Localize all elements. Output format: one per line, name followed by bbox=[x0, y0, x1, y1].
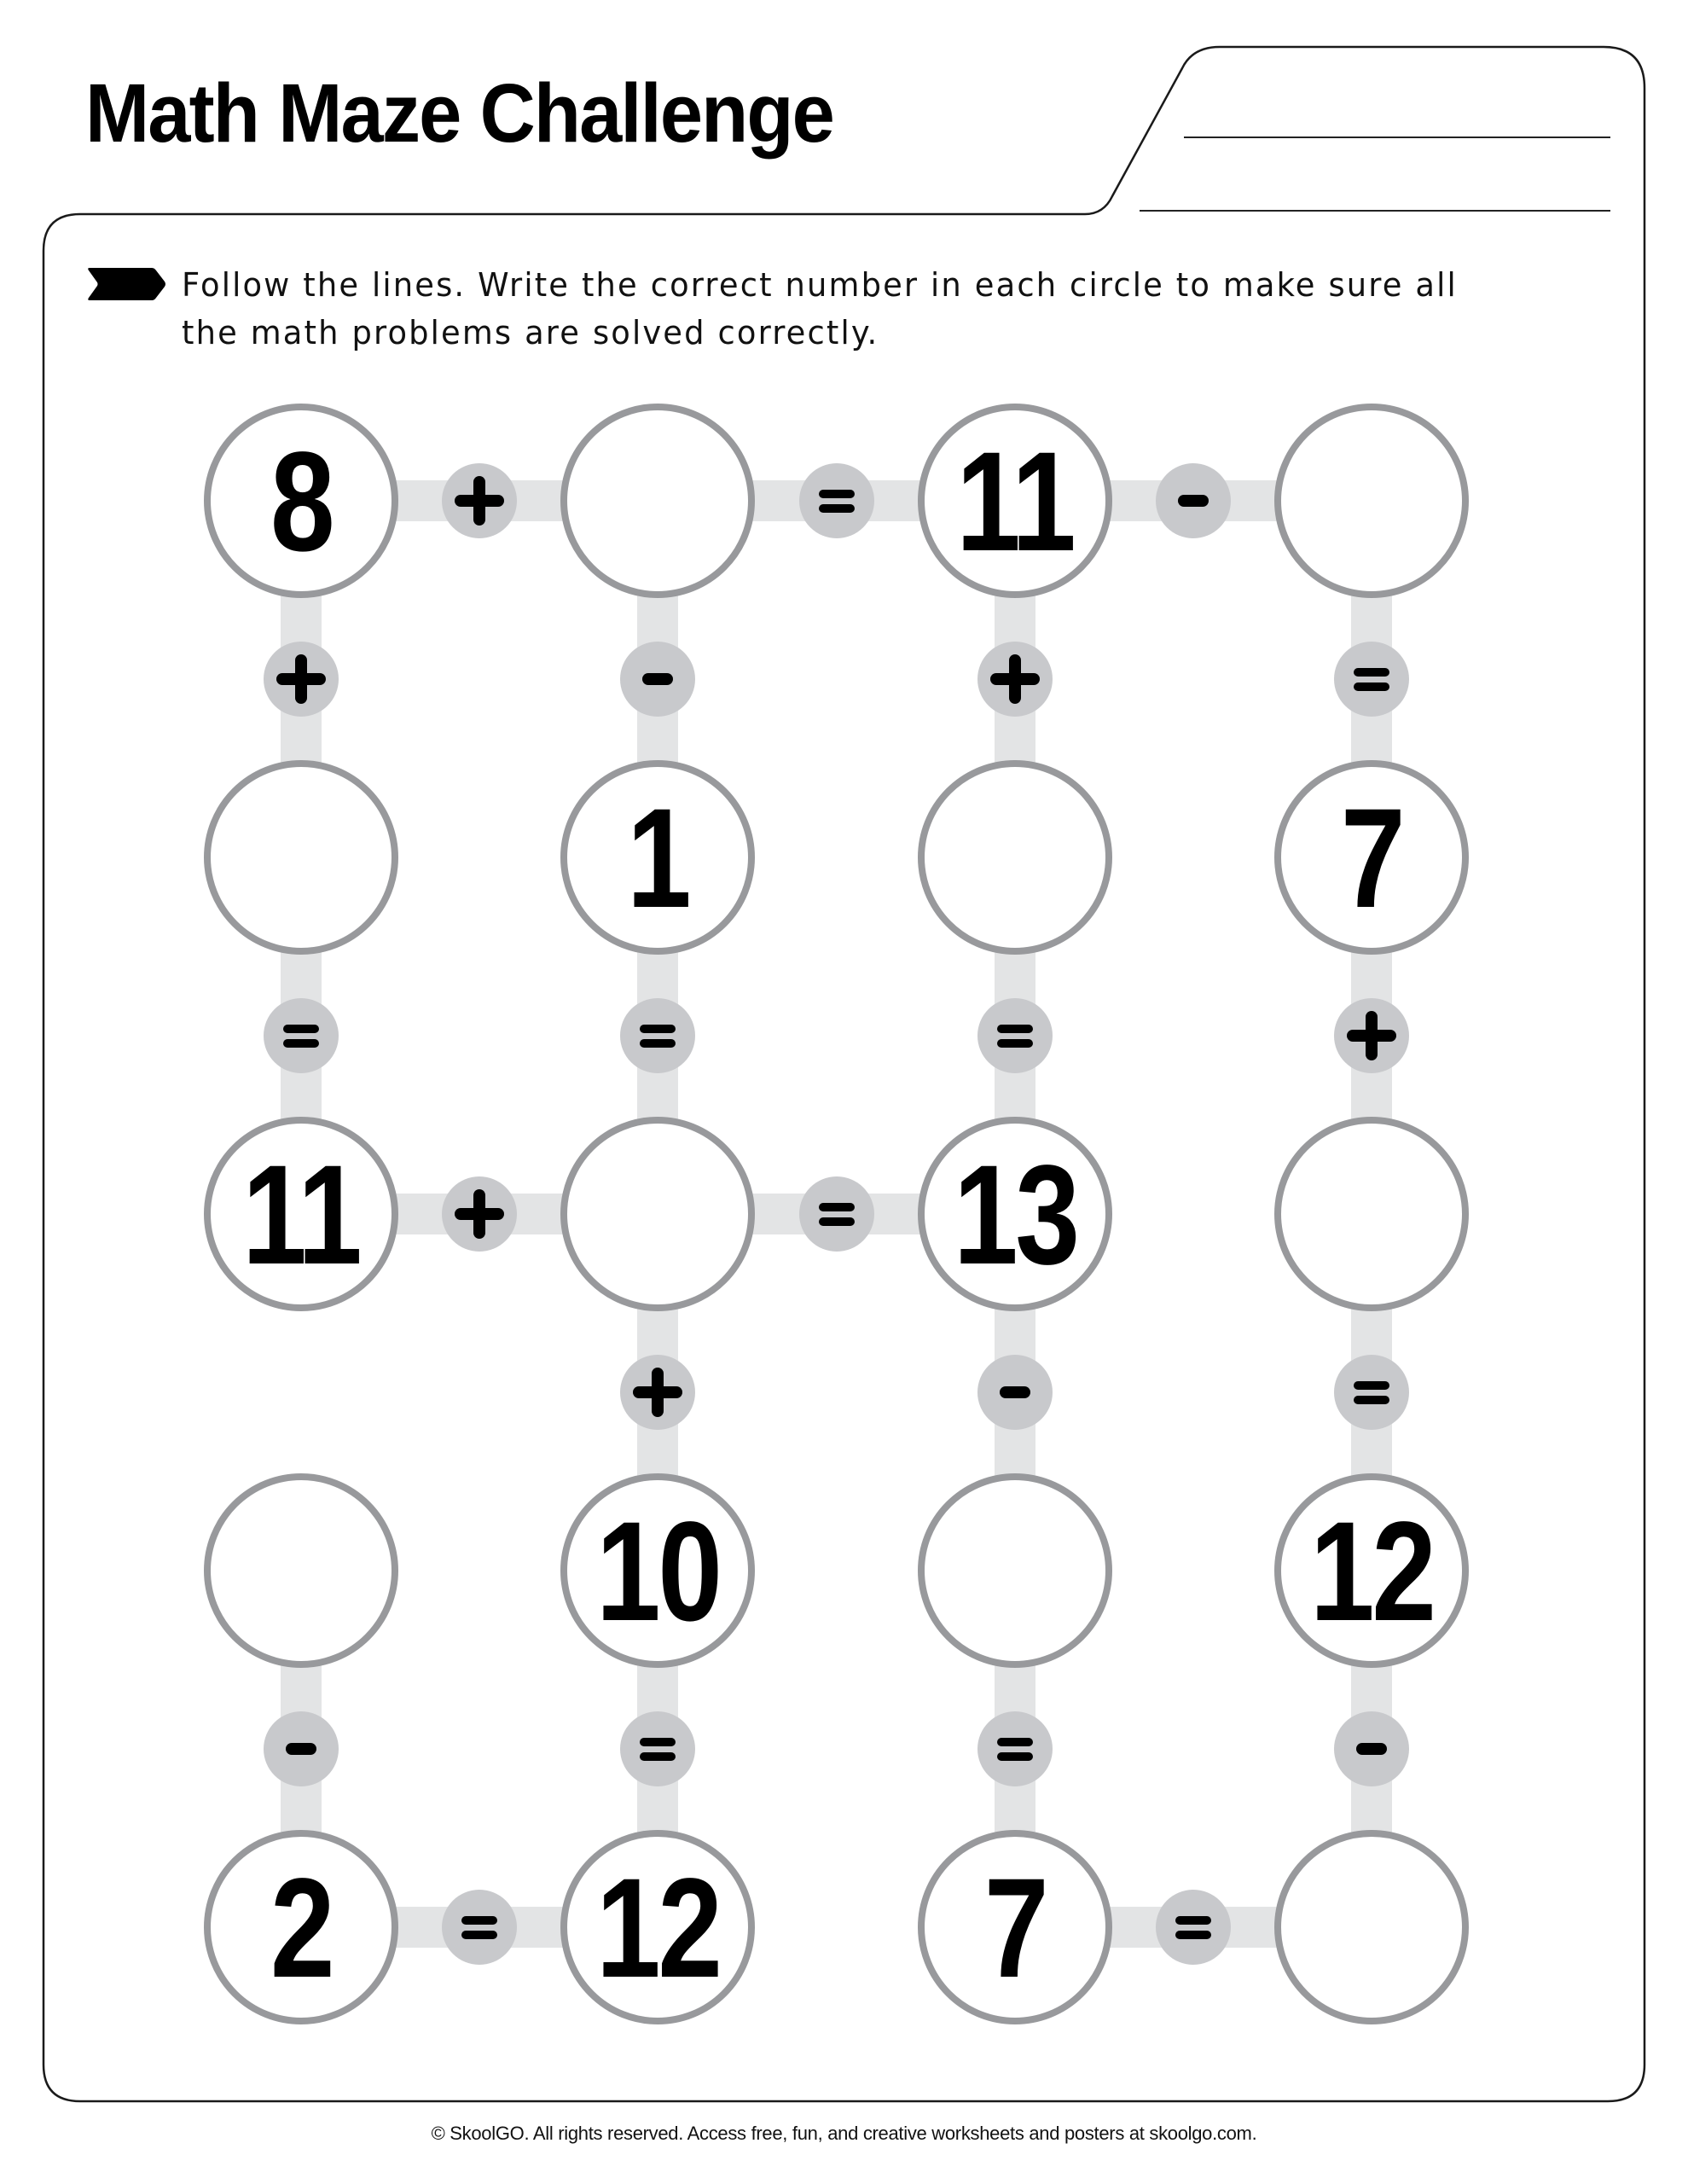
operator-badge bbox=[620, 1355, 695, 1430]
instructions-text bbox=[182, 261, 1458, 357]
operator-badge bbox=[1334, 1711, 1409, 1786]
equals-icon bbox=[1346, 1367, 1397, 1418]
cell-number: 7 bbox=[1340, 780, 1403, 938]
operator-badge bbox=[442, 1176, 517, 1252]
cell-number: 13 bbox=[953, 1136, 1077, 1294]
plus-icon bbox=[454, 1188, 505, 1240]
given-number-circle bbox=[560, 760, 755, 955]
answer-circle[interactable] bbox=[204, 760, 398, 955]
cell-number: 8 bbox=[270, 423, 333, 581]
operator-badge bbox=[977, 1355, 1053, 1430]
operator-badge bbox=[264, 642, 339, 717]
equals-icon bbox=[1346, 653, 1397, 705]
operator-badge bbox=[977, 1711, 1053, 1786]
date-answer-line[interactable] bbox=[1140, 210, 1610, 212]
answer-circle[interactable] bbox=[560, 404, 755, 598]
given-number-circle bbox=[918, 1830, 1112, 2024]
operator-badge bbox=[799, 1176, 874, 1252]
answer-circle[interactable] bbox=[918, 1473, 1112, 1668]
minus-icon bbox=[989, 1367, 1041, 1418]
given-number-circle bbox=[1274, 760, 1469, 955]
given-number-circle bbox=[204, 1830, 398, 2024]
operator-badge bbox=[799, 463, 874, 538]
cell-number: 7 bbox=[983, 1850, 1047, 2007]
equals-icon bbox=[989, 1723, 1041, 1774]
given-number-circle bbox=[918, 404, 1112, 598]
answer-circle[interactable] bbox=[1274, 1830, 1469, 2024]
cell-number: 12 bbox=[595, 1850, 720, 2007]
given-number-circle bbox=[204, 404, 398, 598]
operator-badge bbox=[442, 463, 517, 538]
minus-icon bbox=[1168, 475, 1219, 526]
operator-badge bbox=[620, 1711, 695, 1786]
operator-badge bbox=[1334, 1355, 1409, 1430]
plus-icon bbox=[989, 653, 1041, 705]
answer-circle[interactable] bbox=[204, 1473, 398, 1668]
arrow-pennant-icon bbox=[87, 268, 165, 300]
cell-number: 11 bbox=[242, 1136, 360, 1294]
equals-icon bbox=[1168, 1902, 1219, 1953]
minus-icon bbox=[1346, 1723, 1397, 1774]
equals-icon bbox=[632, 1010, 683, 1061]
given-number-circle bbox=[204, 1117, 398, 1311]
answer-circle[interactable] bbox=[1274, 404, 1469, 598]
cell-number: 11 bbox=[956, 423, 1074, 581]
equals-icon bbox=[989, 1010, 1041, 1061]
given-number-circle bbox=[560, 1830, 755, 2024]
equals-icon bbox=[811, 1188, 862, 1240]
operator-badge bbox=[977, 998, 1053, 1073]
minus-icon bbox=[632, 653, 683, 705]
answer-circle[interactable] bbox=[560, 1117, 755, 1311]
cell-number: 1 bbox=[626, 780, 689, 938]
answer-circle[interactable] bbox=[1274, 1117, 1469, 1311]
operator-badge bbox=[264, 998, 339, 1073]
given-number-circle bbox=[560, 1473, 755, 1668]
plus-icon bbox=[632, 1367, 683, 1418]
operator-badge bbox=[977, 642, 1053, 717]
equals-icon bbox=[454, 1902, 505, 1953]
operator-badge bbox=[442, 1890, 517, 1965]
operator-badge bbox=[1334, 642, 1409, 717]
cell-number: 10 bbox=[595, 1493, 720, 1651]
plus-icon bbox=[1346, 1010, 1397, 1061]
answer-circle[interactable] bbox=[918, 760, 1112, 955]
minus-icon bbox=[276, 1723, 327, 1774]
equals-icon bbox=[811, 475, 862, 526]
equals-icon bbox=[632, 1723, 683, 1774]
operator-badge bbox=[1334, 998, 1409, 1073]
operator-badge bbox=[1156, 463, 1231, 538]
operator-badge bbox=[620, 998, 695, 1073]
name-answer-line[interactable] bbox=[1184, 136, 1610, 138]
plus-icon bbox=[276, 653, 327, 705]
instructions-line-2: the math problems are solved correctly. bbox=[182, 314, 879, 351]
cell-number: 2 bbox=[270, 1850, 333, 2007]
instructions-line-1: Follow the lines. Write the correct number in each circle to make sure all bbox=[182, 266, 1458, 304]
operator-badge bbox=[620, 642, 695, 717]
page-title: Math Maze Challenge bbox=[85, 67, 833, 160]
given-number-circle bbox=[1274, 1473, 1469, 1668]
copyright-footer: © SkoolGO. All rights reserved. Access free, fun, and creative worksheets and posters at skoolgo.com. bbox=[431, 2123, 1257, 2144]
cell-number: 12 bbox=[1309, 1493, 1434, 1651]
equals-icon bbox=[276, 1010, 327, 1061]
operator-badge bbox=[264, 1711, 339, 1786]
given-number-circle bbox=[918, 1117, 1112, 1311]
operator-badge bbox=[1156, 1890, 1231, 1965]
plus-icon bbox=[454, 475, 505, 526]
